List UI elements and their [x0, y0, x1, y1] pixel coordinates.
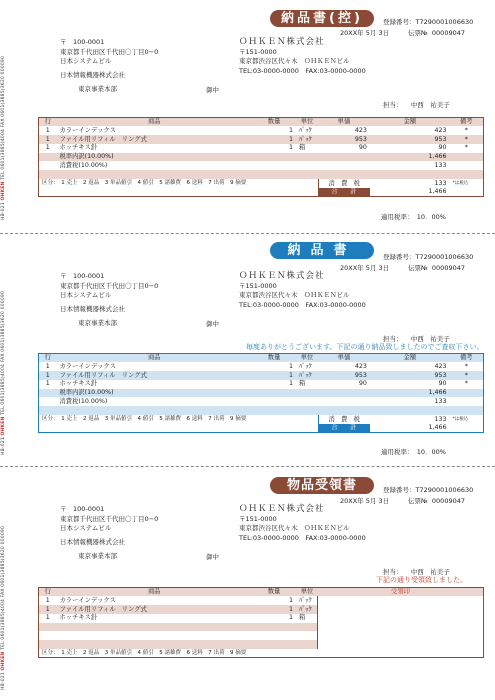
table-row	[39, 380, 484, 389]
table-header-row	[39, 118, 484, 127]
side-code: 000090	[1, 525, 6, 545]
cell-item: ファイル用リフィル リング式	[59, 371, 147, 379]
slip-no-value: 00009047	[431, 29, 465, 37]
cell-price: 953	[354, 371, 367, 379]
sender-postal: 〒151-0000	[239, 514, 277, 523]
side-strip-2	[1, 245, 11, 455]
recipient-address	[60, 272, 158, 314]
sender-company: ＯＨＫＥＮ株式会社	[239, 271, 325, 281]
recipient-address-line2: 日本システムビル	[60, 57, 112, 65]
slip-title: 物品受領書	[270, 477, 374, 494]
cell-note: *	[464, 144, 468, 152]
slip-label: 伝票№	[408, 264, 428, 272]
col-receipt-stamp: 受領印	[391, 588, 410, 596]
registration-number: 登録番号：T7290001006630	[383, 18, 474, 26]
cell-line: 1	[45, 614, 50, 622]
col-amount: 金額	[403, 354, 417, 362]
honorific: 御中	[206, 86, 219, 94]
recipient-postal: 〒 100-0001	[60, 272, 105, 280]
consumption-tax-label: 消費税(10.00%)	[59, 397, 108, 405]
cell-amount: 423	[434, 126, 447, 134]
col-qty: 数量	[267, 118, 281, 126]
table-row	[39, 371, 484, 380]
received-message: 下記の通り受領致しました。	[376, 576, 467, 584]
slip-number	[408, 29, 465, 37]
issue-date: 20XX年 5月 3日	[340, 264, 390, 272]
table-row	[39, 362, 484, 371]
person-in-charge	[383, 101, 450, 109]
cell-qty: 1	[289, 135, 294, 143]
person-label: 担当：	[383, 101, 403, 109]
side-tel: TEL 0601(3885)4004	[1, 128, 6, 180]
cell-qty: 1	[289, 371, 294, 379]
recipient-address-line2: 日本システムビル	[60, 524, 112, 532]
cell-line: 1	[45, 596, 50, 604]
sender-address: 東京都渋谷区代々木 ＯＨＫＥＮビル	[239, 524, 350, 532]
cell-note: *	[464, 135, 468, 143]
receipt-stamp-area[interactable]	[318, 596, 484, 649]
form-number: HB-021	[1, 672, 6, 690]
category-legend: 区分： 1 売上 2 返品 3 単品値引 4 値引 5 諸雑費 6 送料 7 出荷 9 摘要	[42, 649, 247, 656]
tax-breakdown-row	[39, 389, 484, 398]
legend-row	[39, 649, 484, 658]
cell-line: 1	[45, 371, 50, 379]
cell-note: *	[464, 371, 468, 379]
delivery-slip-section	[38, 234, 488, 467]
person-label: 担当：	[383, 568, 403, 576]
sender-address: 東京都渋谷区代々木 ＯＨＫＥＮビル	[239, 57, 350, 65]
cell-unit: ﾊﾟｯｸ	[299, 371, 312, 379]
col-line: 行	[44, 118, 51, 126]
cell-unit: 箱	[299, 144, 306, 152]
tax-total-label: 消 費 税	[318, 179, 370, 188]
sender-company: ＯＨＫＥＮ株式会社	[239, 504, 325, 514]
cell-item: ホッチキス針	[59, 380, 98, 388]
table-header-row	[39, 354, 484, 363]
recipient-postal: 〒 100-0001	[60, 38, 105, 46]
cell-item: カラーインデックス	[59, 362, 116, 370]
cell-line: 1	[45, 380, 50, 388]
cell-unit: ﾊﾟｯｸ	[299, 605, 312, 613]
recipient-company: 日本情報機器株式会社	[60, 304, 125, 313]
recipient-address-line1: 東京都千代田区千代田〇丁目0−0	[60, 47, 159, 56]
col-note: 備考	[459, 118, 473, 126]
consumption-tax-label: 消費税(10.00%)	[59, 161, 108, 169]
tax-summary-row	[39, 415, 484, 424]
sender-info	[239, 272, 366, 310]
copy-slip-section	[38, 0, 488, 233]
tax-row	[39, 397, 484, 406]
blank-row	[39, 170, 484, 179]
cell-amount: 423	[434, 362, 447, 370]
col-item: 商品	[148, 118, 161, 126]
cell-qty: 1	[289, 144, 294, 152]
cell-unit: 箱	[299, 380, 306, 388]
side-fax: FAX 0601(3885)3620	[1, 311, 6, 363]
slip-label: 伝票№	[408, 29, 428, 37]
cell-note: *	[464, 362, 468, 370]
registration-number: 登録番号：T7290001006630	[383, 253, 474, 261]
table-row	[39, 126, 484, 135]
brand-logo: OHKEN	[1, 181, 6, 201]
table-row	[39, 144, 484, 153]
issue-date: 20XX年 5月 3日	[340, 497, 390, 505]
cell-amount: 953	[434, 135, 447, 143]
cell-qty: 1	[289, 380, 294, 388]
sender-tel-fax: TEL:03-0000-0000 FAX:03-0000-0000	[239, 300, 366, 309]
side-code: 000090	[1, 290, 6, 310]
consumption-tax-amount: 133	[434, 397, 447, 405]
grand-total-value: 1,466	[428, 424, 447, 432]
brand-logo: OHKEN	[1, 651, 6, 671]
cell-unit: ﾊﾟｯｸ	[299, 596, 312, 604]
applied-tax-rate: 適用税率： 10．00%	[381, 448, 446, 456]
category-legend: 区分： 1 売上 2 返品 3 単品値引 4 値引 5 諸雑費 6 送料 7 出荷 9 摘要	[42, 416, 247, 423]
slip-label: 伝票№	[408, 497, 428, 505]
slip-no-value: 00009047	[431, 497, 465, 505]
cell-item: ファイル用リフィル リング式	[59, 135, 147, 143]
form-number: HB-021	[1, 202, 6, 220]
cell-price: 423	[354, 362, 367, 370]
col-qty: 数量	[267, 588, 281, 596]
recipient-company: 日本情報機器株式会社	[60, 70, 125, 79]
cell-unit: ﾊﾟｯｸ	[299, 362, 312, 370]
col-item: 商品	[147, 588, 161, 596]
consumption-tax-amount: 133	[434, 161, 447, 169]
cell-item: ホッチキス針	[59, 614, 98, 622]
grand-total-value: 1,466	[428, 188, 447, 196]
items-table	[38, 353, 484, 433]
honorific: 御中	[206, 320, 219, 328]
recipient-dept: 東京事業本部	[78, 85, 117, 93]
side-strip-3	[1, 480, 11, 690]
issue-date: 20XX年 5月 3日	[340, 29, 390, 37]
receipt-slip-section	[38, 467, 488, 700]
cell-price: 423	[354, 126, 367, 134]
cell-qty: 1	[288, 596, 293, 604]
form-number: HB-021	[1, 437, 6, 455]
col-line: 行	[44, 588, 51, 596]
col-unit: 単位	[300, 354, 314, 362]
grand-total-row	[39, 188, 484, 197]
slip-no-value: 00009047	[431, 264, 465, 272]
recipient-address-line1: 東京都千代田区千代田〇丁目0−0	[60, 281, 159, 290]
cell-line: 1	[45, 144, 50, 152]
cell-item: カラーインデックス	[59, 126, 116, 134]
side-fax: FAX 0601(3885)3620	[1, 76, 6, 128]
tax-breakdown-row	[39, 153, 484, 162]
person-in-charge	[383, 335, 450, 343]
col-unit: 単位	[300, 118, 314, 126]
items-table	[38, 117, 484, 197]
sender-tel-fax: TEL:03-0000-0000 FAX:03-0000-0000	[239, 66, 366, 75]
cell-amount: 90	[438, 144, 447, 152]
cell-qty: 1	[289, 362, 294, 370]
col-price: 単価	[337, 354, 351, 362]
recipient-address-line2: 日本システムビル	[60, 291, 112, 299]
tax-breakdown-label: 税率内訳(10.00%)	[59, 389, 114, 397]
recipient-dept: 東京事業本部	[78, 319, 117, 327]
person-name: 中西 祐美子	[410, 101, 450, 109]
sender-address: 東京都渋谷区代々木 ＯＨＫＥＮビル	[239, 291, 350, 299]
cell-qty: 1	[288, 605, 293, 613]
tax-breakdown-label: 税率内訳(10.00%)	[59, 153, 114, 161]
sender-info	[239, 505, 366, 543]
side-strip-1	[1, 10, 11, 220]
recipient-postal: 〒 100-0001	[60, 505, 105, 513]
tax-total-value: 133	[434, 415, 447, 423]
honorific: 御中	[206, 553, 219, 561]
cell-note: *	[464, 126, 468, 134]
blank-row	[39, 406, 484, 415]
table-row	[39, 135, 484, 144]
applied-tax-rate: 適用税率： 10．00%	[381, 213, 446, 221]
slip-title: 納品書(控)	[270, 10, 374, 27]
cell-unit: ﾊﾟｯｸ	[299, 135, 312, 143]
col-price: 単価	[337, 118, 351, 126]
recipient-dept: 東京事業本部	[78, 552, 117, 560]
recipient-company: 日本情報機器株式会社	[60, 537, 125, 546]
cell-item: カラーインデックス	[59, 596, 116, 604]
tax-included-note: *は税込	[452, 416, 469, 422]
slip-number	[408, 497, 465, 505]
registration-number: 登録番号：T7290001006630	[383, 486, 474, 494]
side-code: 000090	[1, 55, 6, 75]
table-header-row	[39, 588, 484, 597]
grand-total-label: 合 計	[318, 424, 370, 433]
grand-total-label: 合 計	[318, 188, 370, 197]
cell-amount: 90	[438, 380, 447, 388]
side-fax: FAX 0601(3885)3620	[1, 546, 6, 598]
tax-total-label: 消 費 税	[318, 415, 370, 424]
cell-line: 1	[45, 135, 50, 143]
tax-breakdown-amount: 1,466	[428, 389, 447, 397]
side-tel: TEL 0601(3885)4004	[1, 363, 6, 415]
sender-info	[239, 38, 366, 76]
cell-price: 90	[358, 380, 367, 388]
sender-tel-fax: TEL:03-0000-0000 FAX:03-0000-0000	[239, 533, 366, 542]
person-name: 中西 祐美子	[410, 568, 450, 576]
cell-line: 1	[45, 126, 50, 134]
recipient-address	[60, 38, 158, 80]
col-line: 行	[44, 354, 51, 362]
cell-price: 953	[354, 135, 367, 143]
slip-title: 納品書	[270, 242, 374, 259]
thanks-message: 毎度ありがとうございます。下記の通り納品致しましたのでご査収下さい。	[246, 343, 484, 351]
person-name: 中西 祐美子	[410, 335, 450, 343]
brand-logo: OHKEN	[1, 416, 6, 436]
cell-item: ホッチキス針	[59, 144, 98, 152]
cell-unit: ﾊﾟｯｸ	[299, 126, 312, 134]
col-amount: 金額	[403, 118, 417, 126]
cell-note: *	[464, 380, 468, 388]
slip-number	[408, 264, 465, 272]
tax-breakdown-amount: 1,466	[428, 153, 447, 161]
category-legend: 区分： 1 売上 2 返品 3 単品値引 4 値引 5 諸雑費 6 送料 7 出荷 9 摘要	[42, 180, 247, 187]
person-in-charge	[383, 568, 450, 576]
items-table	[38, 587, 484, 658]
person-label: 担当：	[383, 335, 403, 343]
col-note: 備考	[459, 354, 473, 362]
col-item: 商品	[148, 354, 161, 362]
col-qty: 数量	[267, 354, 281, 362]
tax-total-value: 133	[434, 179, 447, 187]
tax-included-note: *は税込	[452, 180, 469, 186]
tax-summary-row	[39, 179, 484, 188]
cell-qty: 1	[288, 614, 293, 622]
cell-amount: 953	[434, 371, 447, 379]
recipient-address	[60, 505, 158, 547]
sender-postal: 〒151-0000	[239, 47, 277, 56]
cell-line: 1	[45, 605, 50, 613]
sender-postal: 〒151-0000	[239, 281, 277, 290]
cell-price: 90	[358, 144, 367, 152]
recipient-address-line1: 東京都千代田区千代田〇丁目0−0	[60, 514, 159, 523]
side-tel: TEL 0601(3885)4004	[1, 598, 6, 650]
table-row	[39, 596, 484, 605]
sender-company: ＯＨＫＥＮ株式会社	[239, 37, 325, 47]
cell-line: 1	[45, 362, 50, 370]
cell-item: ファイル用リフィル リング式	[59, 605, 147, 613]
cell-qty: 1	[289, 126, 294, 134]
col-unit: 単位	[300, 588, 314, 596]
tax-row	[39, 161, 484, 170]
grand-total-row	[39, 424, 484, 433]
cell-unit: 箱	[299, 614, 306, 622]
